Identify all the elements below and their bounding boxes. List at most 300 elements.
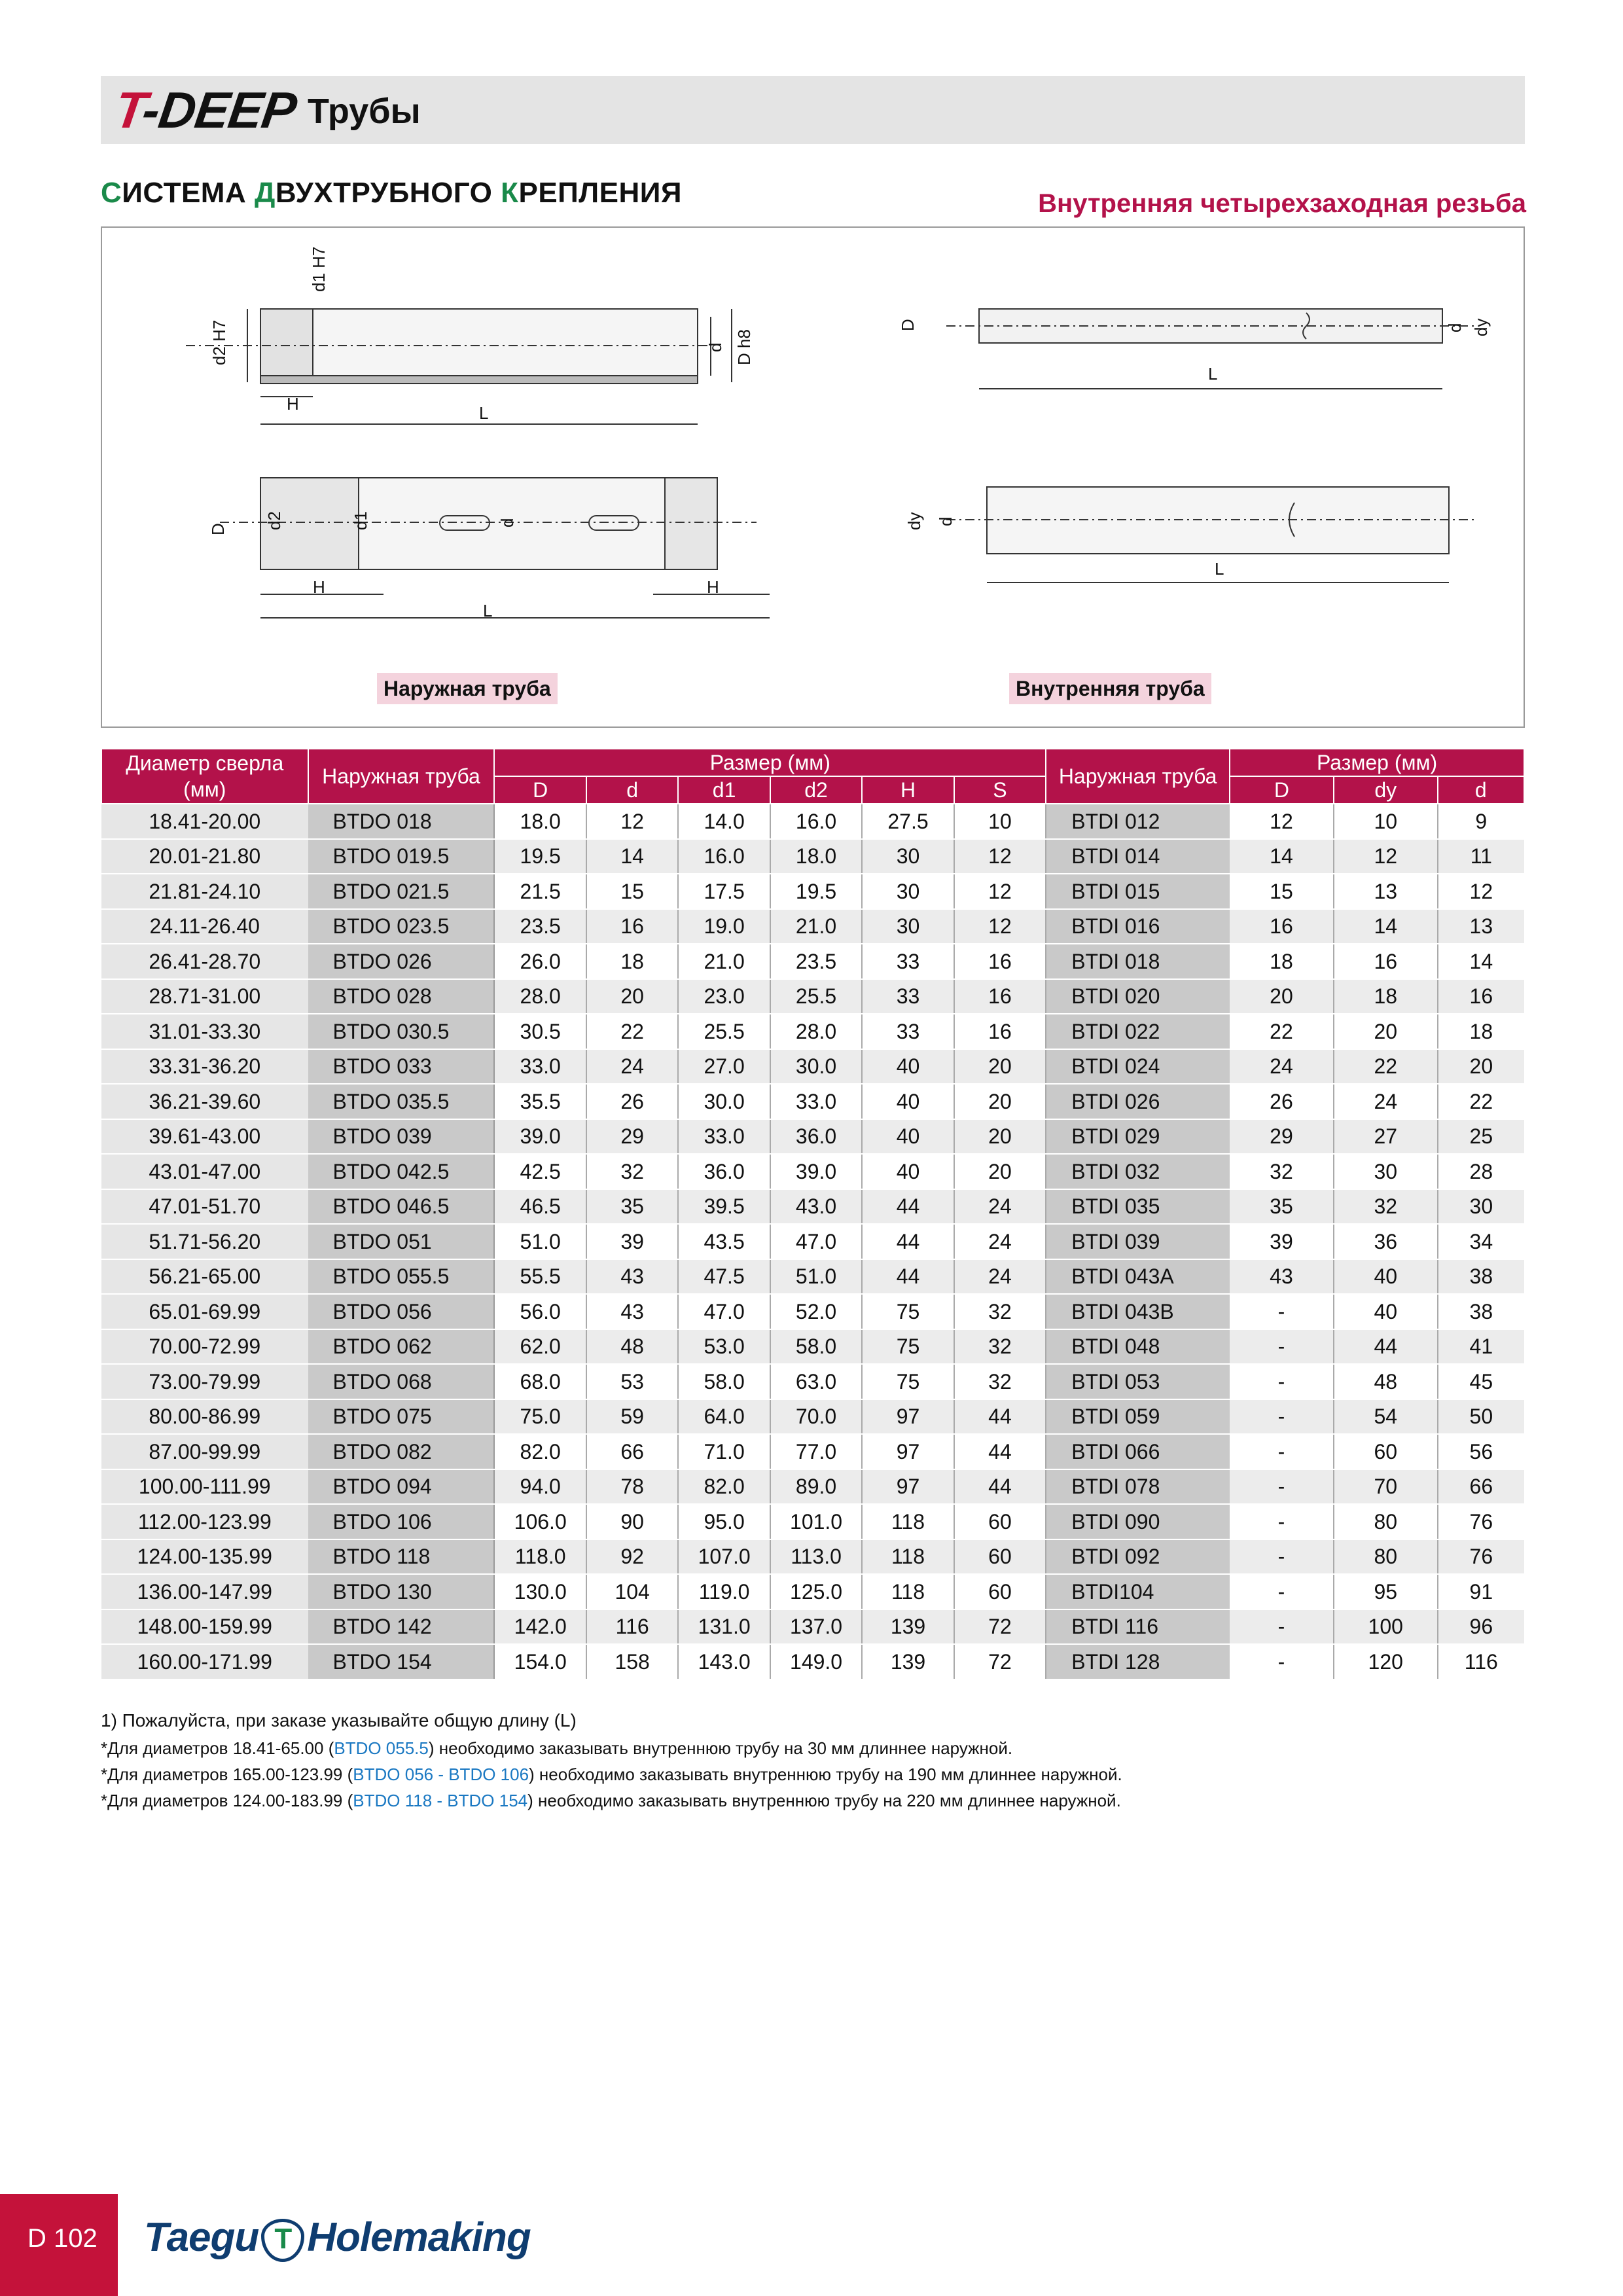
table-cell: BTDI 018 [1046,944,1230,979]
table-cell: - [1230,1294,1334,1329]
table-cell: 29 [586,1119,678,1155]
table-cell: - [1230,1329,1334,1365]
table-cell: 30 [1334,1154,1438,1189]
table-cell: - [1230,1644,1334,1679]
svg-text:d2 H7: d2 H7 [209,319,229,365]
table-cell: 112.00-123.99 [101,1504,308,1539]
svg-text:L: L [1215,559,1224,579]
table-cell: 43 [1230,1259,1334,1295]
table-cell: 14.0 [678,804,770,839]
table-row [101,1434,1524,1469]
table-row [101,944,1524,979]
svg-text:D: D [208,523,228,535]
table-cell: 28.0 [494,979,586,1014]
table-cell: BTDO 130 [308,1574,495,1609]
table-cell: 27.5 [862,804,954,839]
table-cell: 16 [1438,979,1524,1014]
table-cell: 35 [1230,1189,1334,1225]
table-cell: 38 [1438,1259,1524,1295]
table-cell: 26.41-28.70 [101,944,308,979]
svg-text:L: L [483,601,493,620]
table-cell: 82.0 [494,1434,586,1469]
svg-text:dy: dy [904,512,924,530]
table-cell: 53.0 [678,1329,770,1365]
table-cell: 38 [1438,1294,1524,1329]
col-D: D [494,776,586,804]
table-cell: 16 [586,909,678,944]
table-cell: 124.00-135.99 [101,1539,308,1575]
table-cell: BTDI 029 [1046,1119,1230,1155]
table-cell: 44 [954,1434,1046,1469]
table-cell: 34 [1438,1224,1524,1259]
svg-text:H: H [287,394,299,414]
technical-drawings [102,228,1524,726]
table-cell: 39.5 [678,1189,770,1225]
table-cell: 47.01-51.70 [101,1189,308,1225]
table-cell: 28.0 [770,1014,862,1049]
table-cell: BTDO 051 [308,1224,495,1259]
table-cell: 40 [862,1154,954,1189]
table-cell: BTDI 024 [1046,1049,1230,1085]
table-cell: 10 [1334,804,1438,839]
table-cell: 30.0 [770,1049,862,1085]
table-cell: 18 [1438,1014,1524,1049]
table-cell: BTDO 035.5 [308,1084,495,1119]
table-cell: BTDO 106 [308,1504,495,1539]
table-cell: 95.0 [678,1504,770,1539]
table-cell: 14 [1438,944,1524,979]
table-cell: 20 [954,1084,1046,1119]
table-cell: 16.0 [770,804,862,839]
table-cell: 19.5 [494,839,586,874]
col-inner-tube: Наружная труба [1046,749,1230,804]
table-cell: BTDO 028 [308,979,495,1014]
table-cell: 56.0 [494,1294,586,1329]
table-cell: 118 [862,1574,954,1609]
table-cell: 77.0 [770,1434,862,1469]
table-row [101,1084,1524,1119]
table-cell: 35.5 [494,1084,586,1119]
table-cell: 60 [1334,1434,1438,1469]
table-cell: 24.11-26.40 [101,909,308,944]
table-cell: 33 [862,1014,954,1049]
table-cell: 63.0 [770,1364,862,1399]
table-cell: 68.0 [494,1364,586,1399]
svg-text:d2: d2 [264,511,284,530]
col-d1: d1 [678,776,770,804]
table-cell: - [1230,1539,1334,1575]
table-cell: 71.0 [678,1434,770,1469]
table-cell: 21.0 [678,944,770,979]
table-cell: 22 [586,1014,678,1049]
table-cell: 36.21-39.60 [101,1084,308,1119]
table-cell: BTDI 092 [1046,1539,1230,1575]
table-cell: 28 [1438,1154,1524,1189]
brand-logo: T-DEEP [111,81,300,139]
table-cell: BTDI 090 [1046,1504,1230,1539]
table-row [101,979,1524,1014]
table-cell: 35 [586,1189,678,1225]
table-cell: 39 [586,1224,678,1259]
table-cell: 96 [1438,1609,1524,1645]
table-cell: 130.0 [494,1574,586,1609]
svg-text:D: D [898,319,918,331]
svg-text:L: L [1208,364,1218,384]
table-cell: BTDO 023.5 [308,909,495,944]
table-cell: 33 [862,944,954,979]
table-cell: 33.0 [678,1119,770,1155]
table-cell: BTDO 082 [308,1434,495,1469]
inner-tube-caption: Внутренняя труба [1009,673,1211,704]
svg-text:d1: d1 [351,511,370,530]
table-cell: 51.0 [770,1259,862,1295]
table-cell: 148.00-159.99 [101,1609,308,1645]
table-cell: 113.0 [770,1539,862,1575]
table-cell: - [1230,1434,1334,1469]
table-cell: BTDI 015 [1046,874,1230,909]
table-cell: 43 [586,1259,678,1295]
table-cell: 62.0 [494,1329,586,1365]
table-cell: 43 [586,1294,678,1329]
table-cell: 139 [862,1609,954,1645]
table-cell: 32 [1334,1189,1438,1225]
table-row [101,1539,1524,1575]
table-cell: 33.31-36.20 [101,1049,308,1085]
table-cell: BTDO 026 [308,944,495,979]
table-cell: 46.5 [494,1189,586,1225]
table-cell: 97 [862,1399,954,1435]
table-cell: 18 [1334,979,1438,1014]
table-cell: 21.0 [770,909,862,944]
table-cell: - [1230,1364,1334,1399]
svg-text:d: d [936,516,955,526]
table-cell: 97 [862,1434,954,1469]
col-H: H [862,776,954,804]
table-cell: 100 [1334,1609,1438,1645]
table-row [101,1364,1524,1399]
table-cell: 18.0 [770,839,862,874]
table-cell: 41 [1438,1329,1524,1365]
table-cell: BTDO 019.5 [308,839,495,874]
section-title: СИСТЕМА ДВУХТРУБНОГО КРЕПЛЕНИЯ [101,177,683,209]
table-row [101,1329,1524,1365]
note-range-2: *Для диаметров 165.00-123.99 (BTDO 056 - BTDO 106) необходимо заказывать внутреннюю трубу на 190 мм длиннее наружной. [101,1765,1122,1784]
table-cell: 89.0 [770,1469,862,1505]
table-cell: 39 [1230,1224,1334,1259]
table-cell: 26 [1230,1084,1334,1119]
col-drill-diameter: Диаметр сверла (мм) [101,749,308,804]
table-cell: 142.0 [494,1609,586,1645]
col-S: S [954,776,1046,804]
col-outer-tube: Наружная труба [308,749,495,804]
drawing-panel [101,226,1525,728]
table-cell: 32 [954,1329,1046,1365]
table-cell: 25.5 [770,979,862,1014]
table-cell: 39.0 [770,1154,862,1189]
table-cell: 75 [862,1329,954,1365]
table-cell: - [1230,1399,1334,1435]
table-cell: 30 [862,839,954,874]
table-cell: 22 [1230,1014,1334,1049]
table-cell: 66 [586,1434,678,1469]
table-cell: 32 [1230,1154,1334,1189]
table-cell: 13 [1334,874,1438,909]
table-cell: 80.00-86.99 [101,1399,308,1435]
table-cell: BTDO 039 [308,1119,495,1155]
table-cell: 22 [1438,1084,1524,1119]
table-cell: - [1230,1574,1334,1609]
table-cell: 32 [954,1294,1046,1329]
table-cell: 120 [1334,1644,1438,1679]
table-cell: 17.5 [678,874,770,909]
table-cell: 75 [862,1364,954,1399]
table-cell: 107.0 [678,1539,770,1575]
table-cell: 24 [1230,1049,1334,1085]
table-cell: 29 [1230,1119,1334,1155]
table-cell: 143.0 [678,1644,770,1679]
table-cell: 58.0 [678,1364,770,1399]
table-cell: 55.5 [494,1259,586,1295]
table-cell: BTDO 055.5 [308,1259,495,1295]
table-cell: 20 [1438,1049,1524,1085]
table-cell: 23.5 [494,909,586,944]
table-cell: BTDI 039 [1046,1224,1230,1259]
table-cell: BTDI 078 [1046,1469,1230,1505]
note-total-length: 1) Пожалуйста, при заказе указывайте общую длину (L) [101,1710,577,1731]
table-cell: BTDI 043A [1046,1259,1230,1295]
table-cell: 20 [954,1119,1046,1155]
table-cell: 18.0 [494,804,586,839]
table-cell: 9 [1438,804,1524,839]
table-cell: 101.0 [770,1504,862,1539]
table-cell: BTDO 018 [308,804,495,839]
svg-text:d: d [1445,323,1465,332]
table-cell: 11 [1438,839,1524,874]
table-row [101,804,1524,839]
col-inner-D: D [1230,776,1334,804]
table-cell: 118 [862,1504,954,1539]
svg-text:dy: dy [1471,318,1491,336]
table-row [101,1574,1524,1609]
table-cell: 30 [1438,1189,1524,1225]
table-cell: 12 [954,874,1046,909]
table-cell: 64.0 [678,1399,770,1435]
table-cell: 72 [954,1609,1046,1645]
table-cell: BTDO 042.5 [308,1154,495,1189]
table-cell: 97 [862,1469,954,1505]
table-cell: BTDI 032 [1046,1154,1230,1189]
table-cell: 16.0 [678,839,770,874]
table-cell: 52.0 [770,1294,862,1329]
table-cell: 18.41-20.00 [101,804,308,839]
col-d2: d2 [770,776,862,804]
table-cell: 40 [1334,1294,1438,1329]
table-cell: 36.0 [770,1119,862,1155]
table-cell: 65.01-69.99 [101,1294,308,1329]
table-cell: 44 [862,1189,954,1225]
table-cell: 36.0 [678,1154,770,1189]
table-cell: 24 [954,1224,1046,1259]
table-cell: 16 [954,944,1046,979]
section-subtitle: Внутренняя четырехзаходная резьба [1038,189,1526,218]
table-row [101,839,1524,874]
table-cell: 40 [862,1084,954,1119]
table-cell: 158 [586,1644,678,1679]
table-cell: 47.5 [678,1259,770,1295]
table-cell: 73.00-79.99 [101,1364,308,1399]
table-cell: 116 [1438,1644,1524,1679]
table-cell: 14 [1230,839,1334,874]
table-cell: 36 [1334,1224,1438,1259]
table-cell: BTDI 059 [1046,1399,1230,1435]
table-cell: 48 [586,1329,678,1365]
table-cell: 40 [862,1049,954,1085]
table-cell: BTDI 128 [1046,1644,1230,1679]
page-number: D 102 [27,2224,98,2253]
table-cell: BTDO 056 [308,1294,495,1329]
table-cell: 21.81-24.10 [101,874,308,909]
table-cell: BTDI 022 [1046,1014,1230,1049]
table-cell: BTDO 046.5 [308,1189,495,1225]
table-cell: 39.61-43.00 [101,1119,308,1155]
table-cell: 47.0 [770,1224,862,1259]
table-cell: 70 [1334,1469,1438,1505]
table-cell: 12 [586,804,678,839]
table-cell: 20.01-21.80 [101,839,308,874]
table-cell: 16 [1334,944,1438,979]
table-cell: 27 [1334,1119,1438,1155]
svg-text:d: d [705,342,725,352]
table-row [101,1469,1524,1505]
page-title: Трубы [308,92,421,131]
table-cell: 94.0 [494,1469,586,1505]
table-cell: 104 [586,1574,678,1609]
table-cell: BTDI 020 [1046,979,1230,1014]
table-cell: 87.00-99.99 [101,1434,308,1469]
table-cell: 30.0 [678,1084,770,1119]
table-cell: 18 [586,944,678,979]
table-cell: 149.0 [770,1644,862,1679]
table-cell: 18 [1230,944,1334,979]
table-cell: BTDI 066 [1046,1434,1230,1469]
table-cell: 75 [862,1294,954,1329]
table-row [101,1224,1524,1259]
table-cell: BTDO 030.5 [308,1014,495,1049]
table-cell: 22 [1334,1049,1438,1085]
table-cell: BTDI104 [1046,1574,1230,1609]
table-cell: 131.0 [678,1609,770,1645]
table-row [101,1609,1524,1645]
table-cell: 56.21-65.00 [101,1259,308,1295]
table-cell: BTDO 154 [308,1644,495,1679]
table-cell: 59 [586,1399,678,1435]
table-cell: 32 [586,1154,678,1189]
col-inner-d: d [1438,776,1524,804]
table-row [101,874,1524,909]
table-row [101,909,1524,944]
table-cell: 47.0 [678,1294,770,1329]
table-cell: BTDI 012 [1046,804,1230,839]
table-cell: 139 [862,1644,954,1679]
table-cell: BTDI 053 [1046,1364,1230,1399]
spec-table [101,748,1525,1680]
table-cell: BTDO 033 [308,1049,495,1085]
table-cell: 24 [586,1049,678,1085]
svg-text:H: H [707,577,719,597]
table-cell: 56 [1438,1434,1524,1469]
table-cell: BTDI 116 [1046,1609,1230,1645]
table-cell: 32 [954,1364,1046,1399]
table-cell: 33.0 [770,1084,862,1119]
table-cell: 72 [954,1644,1046,1679]
table-cell: 45 [1438,1364,1524,1399]
col-size-outer: Размер (мм) [494,749,1046,776]
table-cell: 92 [586,1539,678,1575]
table-cell: 21.5 [494,874,586,909]
table-cell: 20 [954,1154,1046,1189]
table-cell: 12 [954,839,1046,874]
table-cell: 19.5 [770,874,862,909]
table-cell: 15 [1230,874,1334,909]
table-cell: 116 [586,1609,678,1645]
table-cell: 76 [1438,1504,1524,1539]
table-cell: 118.0 [494,1539,586,1575]
table-cell: 26 [586,1084,678,1119]
table-cell: 91 [1438,1574,1524,1609]
table-cell: 16 [954,1014,1046,1049]
table-row [101,1014,1524,1049]
svg-text:L: L [479,403,489,423]
table-cell: 51.71-56.20 [101,1224,308,1259]
table-cell: 100.00-111.99 [101,1469,308,1505]
table-cell: BTDI 026 [1046,1084,1230,1119]
table-cell: 44 [1334,1329,1438,1365]
table-row [101,1259,1524,1295]
svg-text:H: H [313,577,325,597]
table-cell: 20 [1230,979,1334,1014]
table-cell: BTDO 062 [308,1329,495,1365]
table-cell: - [1230,1504,1334,1539]
table-cell: 53 [586,1364,678,1399]
svg-text:d1 H7: d1 H7 [309,246,329,292]
table-cell: BTDI 043B [1046,1294,1230,1329]
table-cell: 14 [586,839,678,874]
table-cell: BTDI 035 [1046,1189,1230,1225]
table-cell: 12 [954,909,1046,944]
table-cell: BTDO 118 [308,1539,495,1575]
company-logo: Taegu T Holemaking [144,2215,531,2262]
table-cell: 14 [1334,909,1438,944]
table-cell: 25 [1438,1119,1524,1155]
table-cell: 39.0 [494,1119,586,1155]
table-cell: BTDO 021.5 [308,874,495,909]
table-cell: 30.5 [494,1014,586,1049]
table-cell: 75.0 [494,1399,586,1435]
table-cell: BTDI 014 [1046,839,1230,874]
table-cell: 125.0 [770,1574,862,1609]
table-cell: 19.0 [678,909,770,944]
table-cell: 44 [862,1224,954,1259]
table-cell: 20 [954,1049,1046,1085]
table-cell: 154.0 [494,1644,586,1679]
table-cell: 82.0 [678,1469,770,1505]
table-cell: 60 [954,1504,1046,1539]
table-cell: BTDO 068 [308,1364,495,1399]
col-inner-dy: dy [1334,776,1438,804]
table-cell: 15 [586,874,678,909]
table-cell: 60 [954,1539,1046,1575]
table-cell: 44 [954,1469,1046,1505]
